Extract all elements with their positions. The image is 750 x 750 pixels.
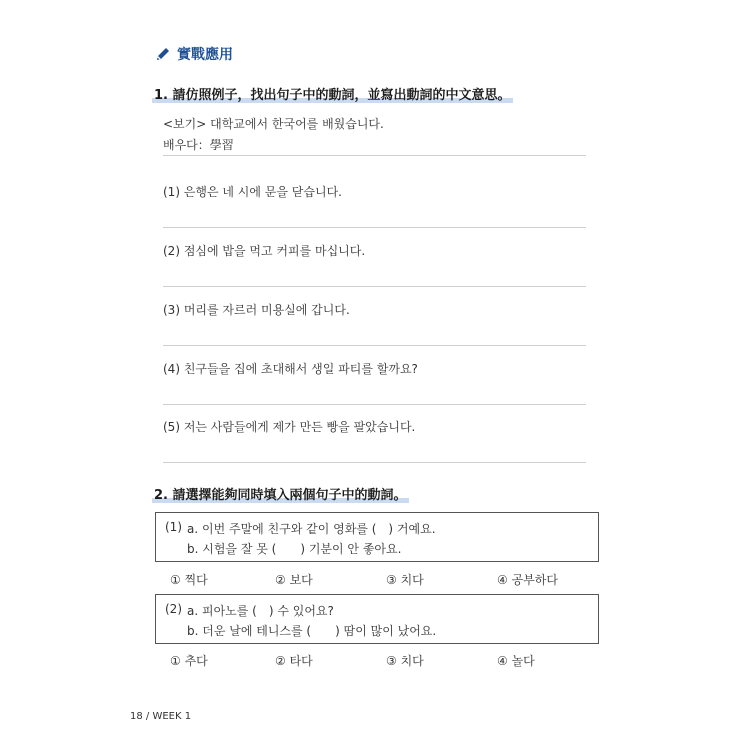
option: ② 보다 <box>275 573 313 587</box>
page-footer: 18 / WEEK 1 <box>130 711 192 722</box>
sentence-box <box>155 512 599 562</box>
answer-line <box>163 286 586 287</box>
sentence-b: b. 더운 날에 테니스를 ( ) 땀이 많이 났어요. <box>187 624 437 638</box>
pencil-icon <box>155 46 171 62</box>
option: ① 추다 <box>170 654 208 668</box>
question-1-item: (1) 은행은 네 시에 문을 닫습니다. <box>163 185 342 199</box>
answer-line <box>163 155 586 156</box>
question-1-item: (2) 점심에 밥을 먹고 커피를 마십니다. <box>163 244 366 258</box>
option: ② 타다 <box>275 654 313 668</box>
sentence-a: a. 피아노를 ( ) 수 있어요? <box>187 604 334 618</box>
question-1-title: 1. 請仿照例子，找出句子中的動詞，並寫出動詞的中文意思。 <box>152 84 513 103</box>
answer-line <box>163 404 586 405</box>
group-number: (2) <box>165 602 182 616</box>
example-answer: 배우다：學習 <box>163 138 234 152</box>
option: ③ 치다 <box>386 573 424 587</box>
question-1-item: (3) 머리를 자르러 미용실에 갑니다. <box>163 303 350 317</box>
question-1-item: (5) 저는 사람들에게 제가 만든 빵을 팔았습니다. <box>163 420 416 434</box>
answer-line <box>163 227 586 228</box>
option: ③ 치다 <box>386 654 424 668</box>
answer-line <box>163 345 586 346</box>
sentence-a: a. 이번 주말에 친구와 같이 영화를 ( ) 거예요. <box>187 522 436 536</box>
section-heading <box>155 44 233 64</box>
section-heading-text: 實戰應用 <box>177 47 233 63</box>
sentence-box <box>155 594 599 644</box>
example-sentence: <보기> 대학교에서 한국어를 배웠습니다. <box>163 117 384 131</box>
sentence-b: b. 시험을 잘 못 ( ) 기분이 안 좋아요. <box>187 542 402 556</box>
option: ④ 공부하다 <box>497 573 558 587</box>
question-1-item: (4) 친구들을 집에 초대해서 생일 파티를 할까요? <box>163 362 418 376</box>
question-2-title: 2. 請選擇能夠同時填入兩個句子中的動詞。 <box>152 484 409 503</box>
option: ① 찍다 <box>170 573 208 587</box>
option: ④ 놀다 <box>497 654 535 668</box>
group-number: (1) <box>165 520 182 534</box>
answer-line <box>163 462 586 463</box>
